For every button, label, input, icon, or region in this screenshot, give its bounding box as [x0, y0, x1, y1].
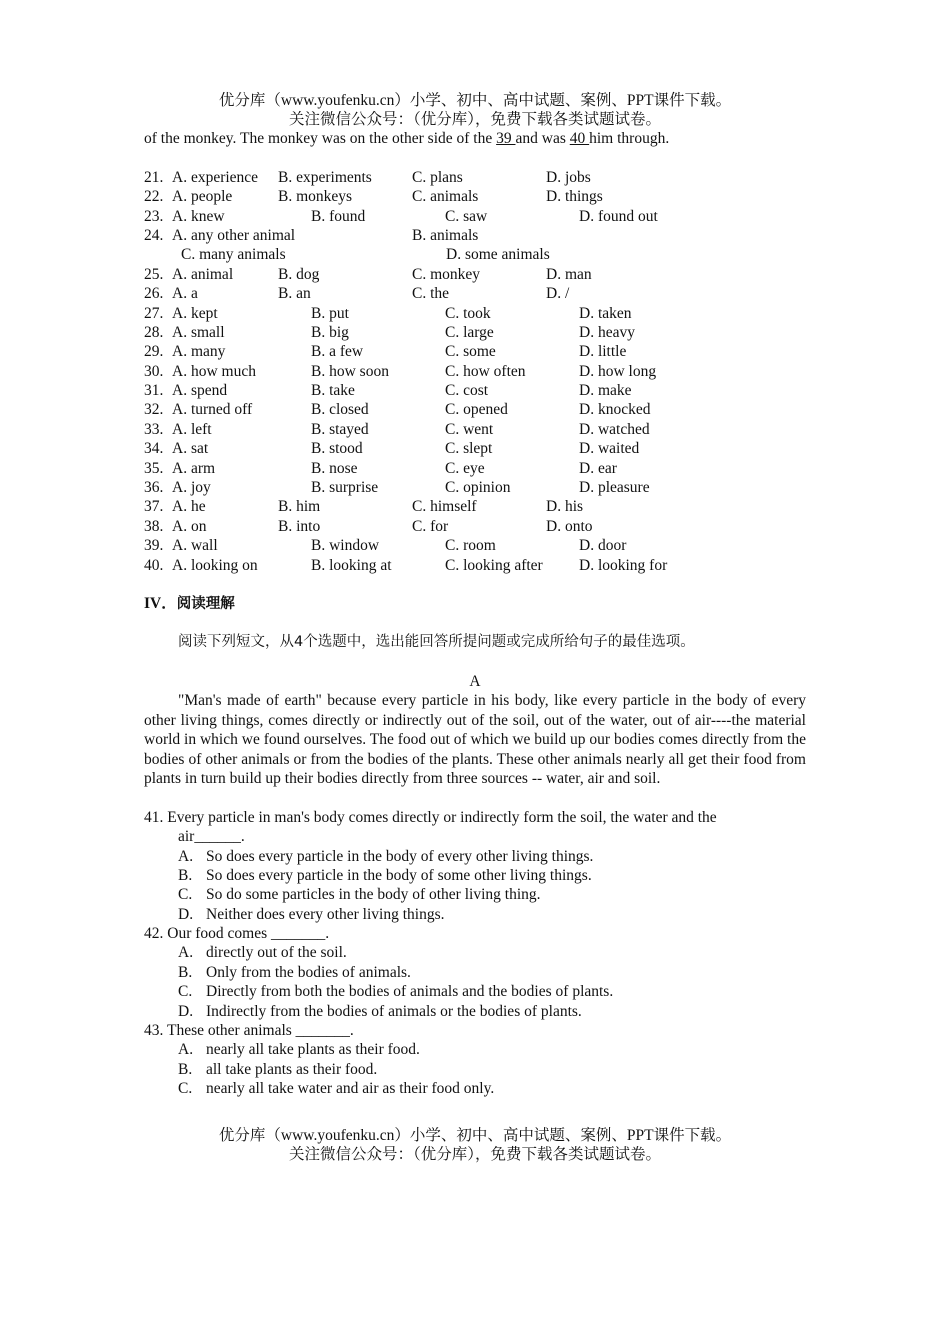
option-b: B. into: [278, 517, 321, 535]
option-a: A. how much: [172, 362, 256, 380]
option-c: C. plans: [412, 168, 463, 186]
option-b: B. found: [311, 207, 366, 225]
option-b: B. window: [311, 537, 380, 555]
option-a: A. animal: [172, 265, 234, 283]
option-a: A. knew: [172, 207, 225, 225]
option-b: B. take: [311, 382, 355, 400]
question-stem-continued: air______.: [178, 828, 245, 846]
question-number: 31.: [144, 382, 164, 400]
cloze-question-row: [144, 323, 806, 342]
option-c: C. went: [445, 420, 494, 438]
question-number: 24.: [144, 226, 164, 244]
cloze-options-25-40: [144, 265, 806, 575]
option-text: Only from the bodies of animals.: [206, 963, 411, 981]
section-name: 阅读理解: [176, 596, 235, 613]
option-c: C. saw: [445, 207, 488, 225]
option-letter: A.: [178, 1041, 194, 1059]
option-c: C. monkey: [412, 265, 481, 283]
cloze-question-row: [144, 459, 806, 478]
option-d: D. man: [546, 265, 592, 283]
cloze-question-row: [144, 187, 806, 206]
question-stem: 42. Our food comes _______.: [144, 925, 330, 943]
option-d: D. heavy: [579, 323, 635, 341]
answer-option: [144, 982, 806, 1001]
answer-option: [144, 1040, 806, 1059]
option-b: B. put: [311, 304, 349, 322]
option-a: A. turned off: [172, 401, 253, 419]
question-number: 25.: [144, 265, 164, 283]
option-c: C. opened: [445, 401, 508, 419]
option-b: B. surprise: [311, 479, 379, 497]
question-number: 23.: [144, 207, 164, 225]
option-b: B. how soon: [311, 362, 389, 380]
answer-option: [144, 847, 806, 866]
footer-line-2: 关注微信公众号：（优分库），免费下载各类试题试卷。: [288, 1146, 661, 1164]
question-number: 32.: [144, 401, 164, 419]
option-d: D. door: [579, 537, 627, 555]
option-b: B. an: [278, 285, 311, 303]
question-block: [144, 1021, 806, 1099]
option-c: C. the: [412, 285, 450, 303]
option-c: C. slept: [445, 440, 493, 458]
option-text: nearly all take water and air as their food only.: [206, 1080, 495, 1098]
option-c: C. cost: [445, 382, 489, 400]
option-d: D. jobs: [546, 168, 591, 186]
option-letter: B.: [178, 1060, 193, 1078]
question-number: 27.: [144, 304, 164, 322]
option-c: C. himself: [412, 498, 477, 516]
cloze-question-row: [144, 207, 806, 226]
intro-text-c: him through.: [589, 130, 670, 147]
option-c: C. eye: [445, 459, 485, 477]
section-number: IV．: [144, 595, 177, 613]
option-text: So does every particle in the body of some other living things.: [206, 866, 592, 884]
option-d: D. ear: [579, 459, 617, 477]
intro-text-b: and was: [515, 130, 570, 147]
cloze-question-row: [144, 381, 806, 400]
cloze-question-24: [144, 226, 806, 245]
option-d: D. how long: [579, 362, 657, 380]
option-a: A. kept: [172, 304, 218, 322]
option-letter: C.: [178, 983, 193, 1001]
question-stem: 41. Every particle in man's body comes directly or indirectly form the soil, the water and the: [144, 808, 717, 826]
question-number: 35.: [144, 459, 164, 477]
option-d: D. his: [546, 498, 584, 516]
answer-option: [144, 905, 806, 924]
option-c: C. opinion: [445, 479, 511, 497]
option-letter: D.: [178, 1002, 194, 1020]
option-c: C. looking after: [445, 556, 543, 574]
cloze-question-row: [144, 478, 806, 497]
option-a: A. wall: [172, 537, 218, 555]
option-d: D. things: [546, 188, 603, 206]
question-number: 29.: [144, 343, 164, 361]
question-block: [144, 808, 806, 924]
question-number: 33.: [144, 420, 164, 438]
option-text: So does every particle in the body of every other living things.: [206, 847, 594, 865]
answer-option: [144, 1079, 806, 1098]
cloze-question-row: [144, 497, 806, 516]
question-number: 34.: [144, 440, 164, 458]
answer-option: [144, 943, 806, 962]
option-letter: B.: [178, 866, 193, 884]
option-c: C. some: [445, 343, 496, 361]
option-b: B. monkeys: [278, 188, 353, 206]
option-c: C. how often: [445, 362, 526, 380]
option-d: D. knocked: [579, 401, 651, 419]
cloze-question-row: [144, 168, 806, 187]
option-a: A. any other animal: [172, 226, 296, 244]
cloze-question-row: [144, 342, 806, 361]
option-d: D. found out: [579, 207, 658, 225]
option-text: directly out of the soil.: [206, 944, 347, 962]
question-number: 36.: [144, 479, 164, 497]
cloze-options-21-23: [144, 168, 806, 226]
option-d: D. watched: [579, 420, 650, 438]
cloze-question-24-cont: [144, 245, 806, 264]
section-instruction: 阅读下列短文，从4个选题中，选出能回答所提问题或完成所给句子的最佳选项。: [178, 634, 695, 651]
option-letter: A.: [178, 944, 194, 962]
question-number: 30.: [144, 362, 164, 380]
option-b: B. him: [278, 498, 321, 516]
option-b: B. experiments: [278, 168, 372, 186]
question-number: 40.: [144, 556, 164, 574]
option-a: A. spend: [172, 382, 228, 400]
footer-line-1: 优分库（www.youfenku.cn）小学、初中、高中试题、案例、PPT课件下载。: [218, 1127, 732, 1144]
question-number: 39.: [144, 537, 164, 555]
option-letter: C.: [178, 1080, 193, 1098]
blank-39: 39: [496, 130, 516, 147]
option-text: Indirectly from the bodies of animals or the bodies of plants.: [206, 1002, 582, 1020]
option-d: D. little: [579, 343, 627, 361]
section-title: [144, 594, 806, 613]
option-a: A. a: [172, 285, 198, 303]
option-text: all take plants as their food.: [206, 1060, 378, 1078]
cloze-question-row: [144, 284, 806, 303]
option-b: B. nose: [311, 459, 358, 477]
header-line-2: 关注微信公众号：（优分库），免费下载各类试题试卷。: [288, 111, 661, 129]
cloze-question-row: [144, 265, 806, 284]
option-letter: A.: [178, 847, 194, 865]
answer-option: [144, 1002, 806, 1021]
option-c: C. large: [445, 323, 494, 341]
question-number: 38.: [144, 517, 164, 535]
cloze-question-row: [144, 556, 806, 575]
option-a: A. looking on: [172, 556, 258, 574]
answer-option: [144, 885, 806, 904]
option-c: C. for: [412, 517, 449, 535]
option-letter: D.: [178, 905, 194, 923]
answer-option: [144, 866, 806, 885]
option-a: A. joy: [172, 479, 211, 497]
option-d: D. looking for: [579, 556, 668, 574]
cloze-question-row: [144, 420, 806, 439]
question-number: 28.: [144, 323, 164, 341]
option-a: A. arm: [172, 459, 216, 477]
option-a: A. small: [172, 323, 225, 341]
option-c: C. animals: [412, 188, 479, 206]
answer-option: [144, 963, 806, 982]
option-b: B. stood: [311, 440, 363, 458]
option-text: Neither does every other living things.: [206, 905, 445, 923]
option-b: B. a few: [311, 343, 364, 361]
cloze-question-row: [144, 517, 806, 536]
cloze-question-row: [144, 400, 806, 419]
passage-title: A: [469, 672, 481, 690]
option-b: B. looking at: [311, 556, 392, 574]
question-number: 21.: [144, 168, 164, 186]
intro-line: [144, 129, 806, 148]
cloze-question-row: [144, 536, 806, 555]
option-b: B. dog: [278, 265, 320, 283]
option-a: A. people: [172, 188, 233, 206]
option-c: C. room: [445, 537, 496, 555]
blank-40: 40: [569, 130, 590, 147]
option-text: So do some particles in the body of other living thing.: [206, 886, 541, 904]
question-block: [144, 924, 806, 1021]
intro-text-a: of the monkey. The monkey was on the other side of the: [144, 130, 497, 147]
option-b: B. animals: [412, 226, 479, 244]
question-number: 22.: [144, 188, 164, 206]
option-a: A. sat: [172, 440, 209, 458]
option-a: A. he: [172, 498, 206, 516]
question-stem: 43. These other animals _______.: [144, 1022, 354, 1040]
option-letter: C.: [178, 886, 193, 904]
option-b: B. big: [311, 323, 349, 341]
option-c: C. took: [445, 304, 491, 322]
option-b: B. stayed: [311, 420, 369, 438]
passage-text: "Man's made of earth" because every particle in his body, like every particle in the body of every other living things, comes directly or indirectly out of the soil, out of the water, out of air----the material world in which we found ourselves. The food out of which we build up our bodies comes directly from the bodies of other animals or from the bodies of the plants. These other animals nearly all get their food from plants in turn build up their bodies directly from three sources -- water, air and soil.: [144, 692, 806, 787]
cloze-question-row: [144, 362, 806, 381]
answer-option: [144, 1060, 806, 1079]
option-d: D. make: [579, 382, 632, 400]
option-a: A. many: [172, 343, 226, 361]
option-c: C. many animals: [181, 246, 286, 264]
option-a: A. left: [172, 420, 212, 438]
question-number: 26.: [144, 285, 164, 303]
option-b: B. closed: [311, 401, 369, 419]
option-text: nearly all take plants as their food.: [206, 1041, 420, 1059]
option-a: A. experience: [172, 168, 259, 186]
page-header: [0, 91, 950, 130]
option-d: D. pleasure: [579, 479, 650, 497]
option-d: D. waited: [579, 440, 640, 458]
question-number: 37.: [144, 498, 164, 516]
option-text: Directly from both the bodies of animals and the bodies of plants.: [206, 983, 614, 1001]
cloze-question-row: [144, 304, 806, 323]
cloze-question-row: [144, 439, 806, 458]
option-d: D. taken: [579, 304, 632, 322]
page-footer: [0, 1126, 950, 1165]
option-letter: B.: [178, 963, 193, 981]
option-d: D. /: [546, 285, 570, 303]
header-line-1: 优分库（www.youfenku.cn）小学、初中、高中试题、案例、PPT课件下载。: [218, 92, 732, 109]
option-d: D. onto: [546, 517, 593, 535]
option-d: D. some animals: [446, 246, 550, 264]
option-a: A. on: [172, 517, 207, 535]
reading-questions: [144, 808, 806, 1099]
page-content: [144, 129, 806, 1099]
